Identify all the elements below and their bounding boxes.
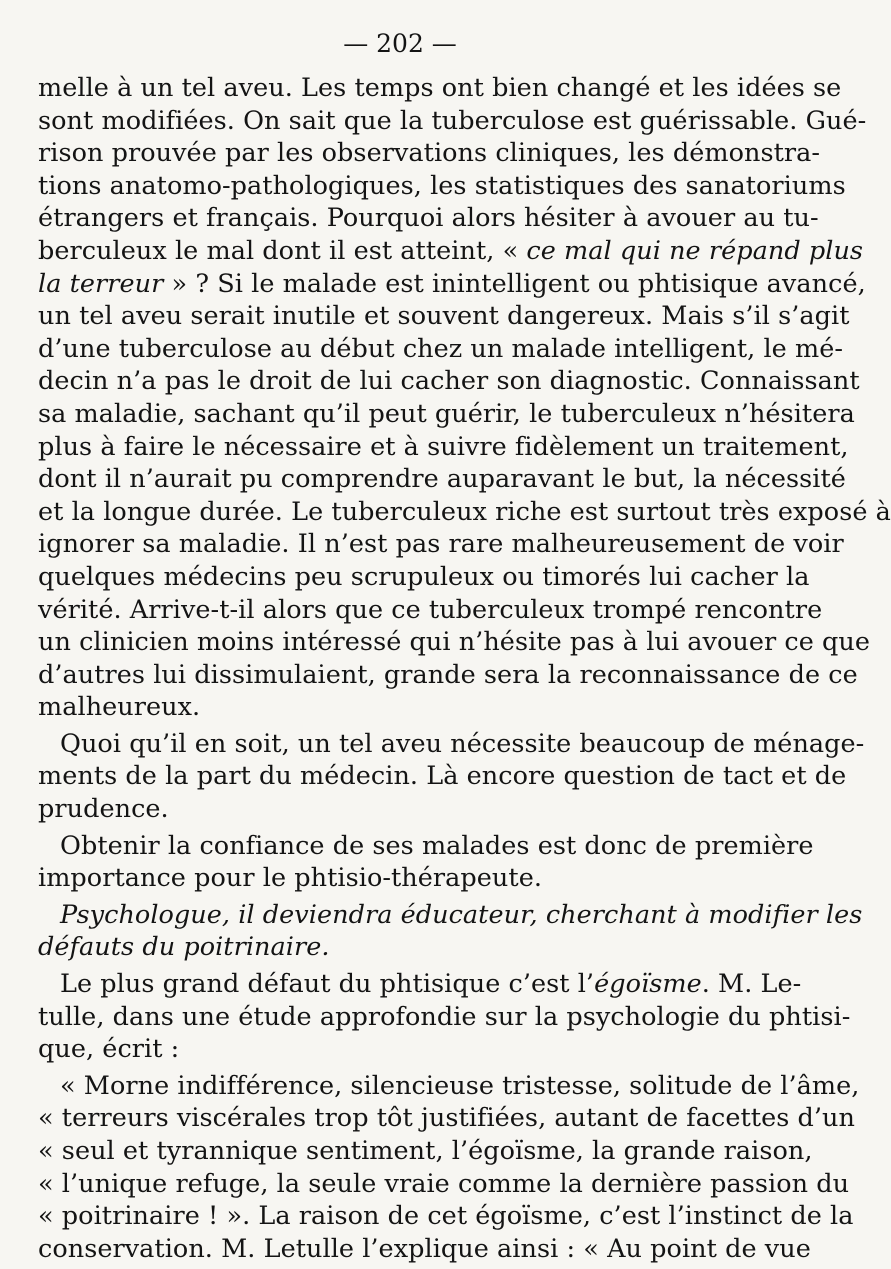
text-line: que, écrit : (38, 1034, 180, 1065)
paragraph (38, 830, 814, 895)
text-line: « terreurs viscérales trop tôt justifiées, autant de facettes d’un (38, 1103, 855, 1134)
text-line: sa maladie, sachant qu’il peut guérir, le tuberculeux n’hésitera (38, 398, 855, 429)
text-line: ments de la part du médecin. Là encore question de tact et de (38, 761, 847, 792)
paragraph (38, 728, 865, 826)
text-line: vérité. Arrive-t-il alors que ce tuberculeux trompé rencontre (38, 594, 823, 625)
text-line (38, 268, 866, 301)
paragraph (38, 968, 851, 1066)
text-line: d’une tuberculose au début chez un malade intelligent, le mé- (38, 333, 844, 364)
text-line: sont modifiées. On sait que la tuberculose est guérissable. Gué- (38, 105, 867, 136)
italic-quote: la terreur (38, 268, 164, 299)
paragraph-quote (38, 1070, 860, 1266)
italic-quote: ce mal qui ne répand plus (526, 235, 864, 266)
text-line: Quoi qu’il en soit, un tel aveu nécessite beaucoup de ménage- (60, 728, 865, 759)
text-line: un tel aveu serait inutile et souvent dangereux. Mais s’il s’agit (38, 301, 850, 332)
text-line: et la longue durée. Le tuberculeux riche est surtout très exposé à (38, 496, 891, 527)
text-line: quelques médecins peu scrupuleux ou timorés lui cacher la (38, 561, 810, 592)
text-line: conservation. M. Letulle l’explique ainsi : « Au point de vue (38, 1233, 811, 1264)
text-line: tulle, dans une étude approfondie sur la psychologie du phtisi- (38, 1001, 851, 1032)
text-line: plus à faire le nécessaire et à suivre fidèlement un traitement, (38, 431, 849, 462)
text-line: « Morne indifférence, silencieuse tristesse, solitude de l’âme, (60, 1070, 860, 1101)
text-line (38, 968, 802, 1001)
text-line: dont il n’aurait pu comprendre auparavant le but, la nécessité (38, 464, 846, 495)
paragraph-italic (38, 899, 863, 964)
text-line: d’autres lui dissimulaient, grande sera la reconnaissance de ce (38, 659, 858, 690)
text-line: tions anatomo-pathologiques, les statistiques des sanatoriums (38, 170, 846, 201)
text-line: importance pour le phtisio-thérapeute. (38, 863, 542, 894)
text-line: malheureux. (38, 692, 201, 723)
text-line: ignorer sa maladie. Il n’est pas rare malheureusement de voir (38, 529, 844, 560)
text-line: défauts du poitrinaire. (38, 932, 330, 963)
text-line: étrangers et français. Pourquoi alors hésiter à avouer au tu- (38, 203, 819, 234)
italic-term: égoïsme (594, 969, 702, 1000)
text-line (38, 235, 864, 268)
paragraph (38, 72, 891, 724)
text-segment: » ? Si le malade est inintelligent ou phtisique avancé, (163, 268, 866, 299)
body-text (38, 72, 891, 1269)
text-line: un clinicien moins intéressé qui n’hésite pas à lui avouer ce que (38, 627, 870, 658)
text-line: prudence. (38, 794, 169, 825)
text-line: « l’unique refuge, la seule vraie comme la dernière passion du (38, 1168, 850, 1199)
text-line: melle à un tel aveu. Les temps ont bien changé et les idées se (38, 73, 842, 103)
text-line: « seul et tyrannique sentiment, l’égoïsme, la grande raison, (38, 1136, 813, 1166)
text-line: Psychologue, il deviendra éducateur, cherchant à modifier les (60, 899, 863, 930)
page-number: — 202 — (343, 29, 457, 58)
text-segment: Le plus grand défaut du phtisique c’est l’ (60, 969, 595, 1000)
text-line: « poitrinaire ! ». La raison de cet égoïsme, c’est l’instinct de la (38, 1201, 854, 1232)
text-line: decin n’a pas le droit de lui cacher son diagnostic. Connaissant (38, 366, 860, 397)
text-line: rison prouvée par les observations cliniques, les démonstra- (38, 138, 821, 169)
text-segment: . M. Le- (701, 969, 802, 1000)
text-line: Obtenir la confiance de ses malades est donc de première (60, 830, 814, 861)
text-segment: berculeux le mal dont il est atteint, « (38, 235, 527, 266)
